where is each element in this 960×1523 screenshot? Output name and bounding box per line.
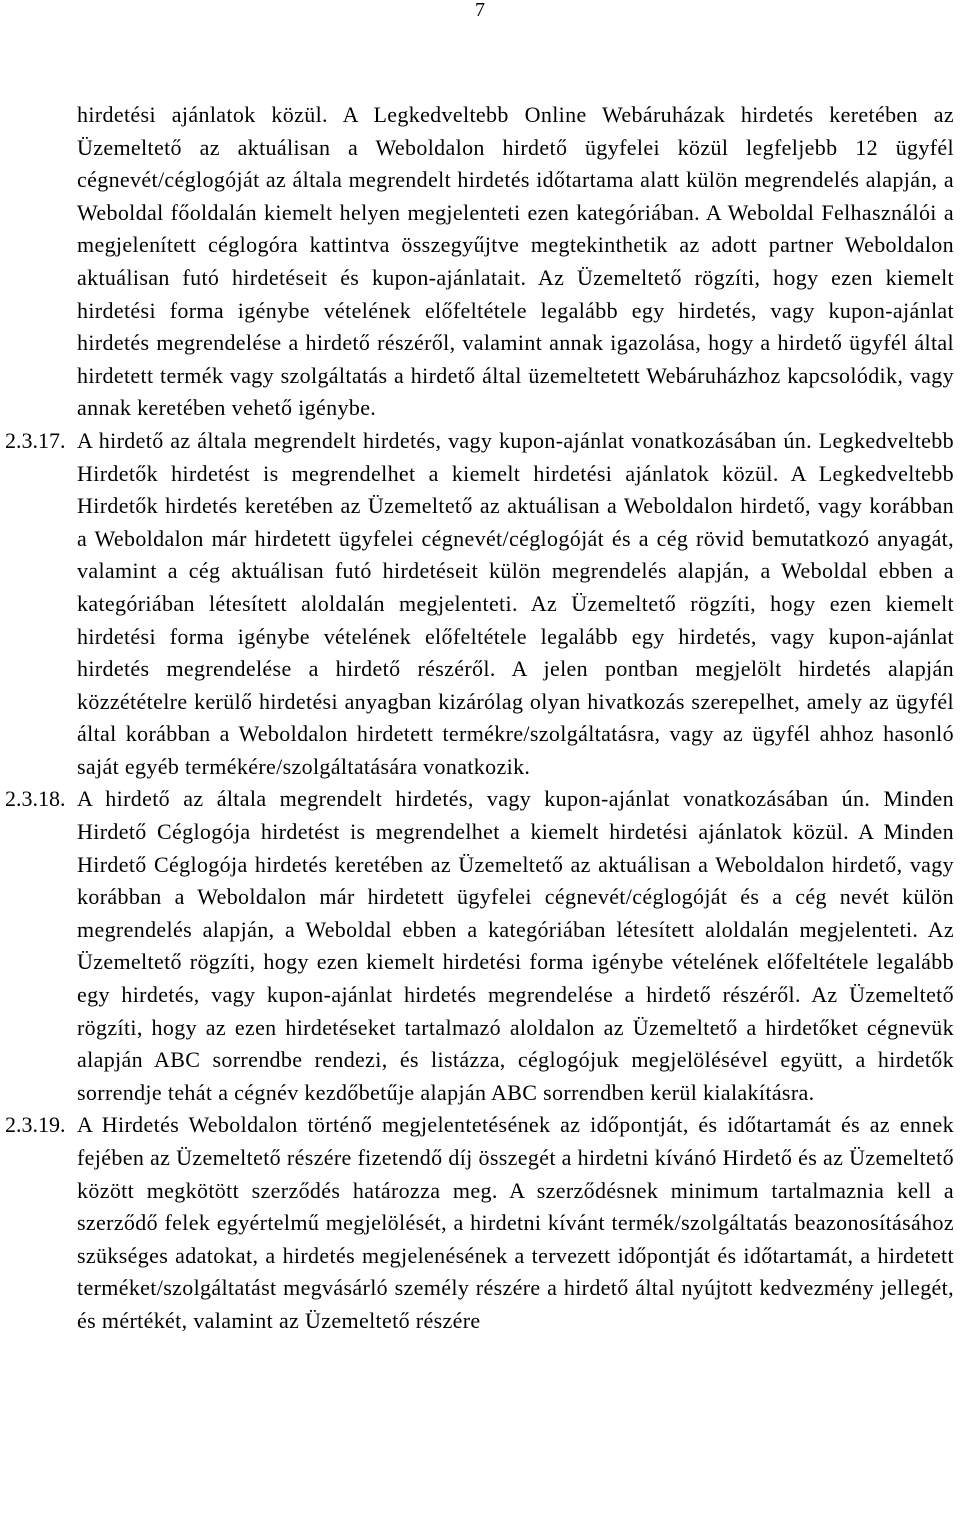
paragraph-text: A hirdető az általa megrendelt hirdetés, vagy kupon-ajánlat vonatkozásában ún. Legkedveltebb Hirdetők hirdetést is megrendelhet a kiemelt hirdetési ajánlatok közül. A Legkedveltebb Hirdetők hirdetés keretében az Üzemeltető az aktuálisan a Weboldalon hirdető, vagy korábban a Weboldalon már hirdetett ügyfelei cégnevét/céglogóját és a cég rövid bemutatkozó anyagát, valamint a cég aktuálisan futó hirdetéseit külön megrendelés alapján, a Weboldal ebben a kategóriában létesített aloldalán megjelenteti. Az Üzemeltető rögzíti, hogy ezen kiemelt hirdetési forma igénybe vételének előfeltétele legalább egy hirdetés, vagy kupon-ajánlat hirdetés megrendelése a hirdető részéről. A jelen pontban megjelölt hirdetés alapján közzétételre kerülő hirdetési anyagban kizárólag olyan hivatkozás szerepelhet, amely az ügyfél által korábban a Weboldalon hirdetett termékre/szolgáltatásra, vagy az ügyfél ahhoz hasonló saját egyéb termékére/szolgáltatására vonatkozik.	[77, 427, 954, 779]
paragraph-number: 2.3.17.	[5, 427, 66, 453]
paragraph-number: 2.3.19.	[5, 1112, 66, 1138]
paragraph-continued	[0, 99, 954, 425]
paragraph-2-3-19	[0, 1109, 954, 1337]
document-body	[0, 99, 960, 1338]
paragraph-2-3-17	[0, 425, 954, 784]
paragraph-text: hirdetési ajánlatok közül. A Legkedveltebb Online Webáruházak hirdetés keretében az Üzemeltető az aktuálisan a Weboldalon hirdető ügyfelei közül legfeljebb 12 ügyfél cégnevét/céglogóját az általa megrendelt hirdetés időtartama alatt külön megrendelés alapján, a Weboldal főoldalán kiemelt helyen megjelenteti ezen kategóriában. A Weboldal Felhasználói a megjelenített céglogóra kattintva összegyűjtve megtekinthetik az adott partner Weboldalon aktuálisan futó hirdetéseit és kupon-ajánlatait. Az Üzemeltető rögzíti, hogy ezen kiemelt hirdetési forma igénybe vételének előfeltétele legalább egy hirdetés, vagy kupon-ajánlat hirdetés megrendelése a hirdető részéről, valamint annak igazolása, hogy a hirdető ügyfél által hirdetett termék vagy szolgáltatás a hirdető által üzemeltetett Webáruházhoz kapcsolódik, vagy annak keretében vehető igénybe.	[77, 102, 954, 421]
page-number: 7	[475, 0, 485, 21]
paragraph-text: A hirdető az általa megrendelt hirdetés, vagy kupon-ajánlat vonatkozásában ún. Minden Hirdető Céglogója hirdetést is megrendelhet a kiemelt hirdetési ajánlatok közül. A Minden Hirdető Céglogója hirdetés keretében az Üzemeltető az aktuálisan a Weboldalon hirdető, vagy korábban a Weboldalon már hirdetett ügyfelei cégnevét/céglogóját és a cég nevét külön megrendelés alapján, a Weboldal ebben a kategóriában létesített aloldalán megjelenteti. Az Üzemeltető rögzíti, hogy ezen kiemelt hirdetési forma igénybe vételének előfeltétele legalább egy hirdetés, vagy kupon-ajánlat hirdetés megrendelése a hirdető részéről. Az Üzemeltető rögzíti, hogy az ezen hirdetéseket tartalmazó aloldalon az Üzemeltető a hirdetőket cégnevük alapján ABC sorrendbe rendezi, és listázza, céglogójuk megjelölésével együtt, a hirdetők sorrendje tehát a cégnév kezdőbetűje alapján ABC sorrendben kerül kialakításra.	[77, 786, 954, 1105]
paragraph-2-3-18	[0, 783, 954, 1109]
paragraph-number: 2.3.18.	[5, 786, 66, 812]
paragraph-text: A Hirdetés Weboldalon történő megjelentetésének az időpontját, és időtartamát és az ennek fejében az Üzemeltető részére fizetendő díj összegét a hirdetni kívánó Hirdető és az Üzemeltető között megkötött szerződés határozza meg. A szerződésnek minimum tartalmaznia kell a szerződő felek egyértelmű megjelölését, a hirdetni kívánt termék/szolgáltatás beazonosításához szükséges adatokat, a hirdetés megjelenésének a tervezett időpontját és időtartamát, a hirdetett terméket/szolgáltatást megvásárló személy részére a hirdető által nyújtott kedvezmény jellegét, és mértékét, valamint az Üzemeltető részére	[77, 1112, 954, 1333]
